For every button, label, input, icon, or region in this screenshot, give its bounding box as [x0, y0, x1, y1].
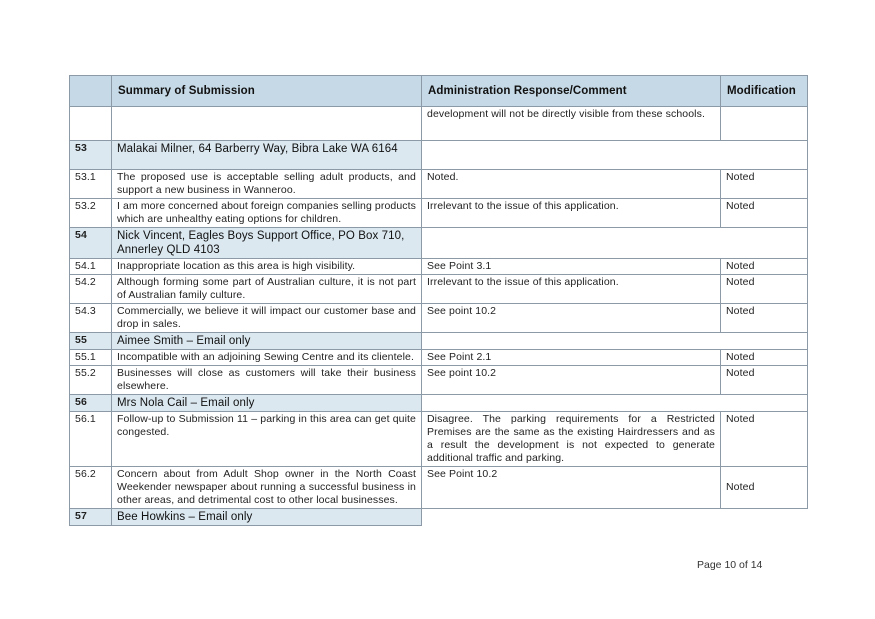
page-number: Page 10 of 14 — [697, 559, 763, 571]
item-id: 56.2 — [70, 467, 112, 509]
table-row — [70, 304, 808, 333]
section-name: Aimee Smith – Email only — [112, 333, 422, 350]
item-modification: Noted — [721, 412, 808, 467]
item-id: 55.1 — [70, 350, 112, 366]
item-modification: Noted — [721, 350, 808, 366]
section-number: 55 — [70, 333, 112, 350]
item-summary: I am more concerned about foreign companies selling products which are unhealthy eating options for children. — [112, 199, 422, 228]
item-id: 53.1 — [70, 170, 112, 199]
section-row — [70, 228, 808, 259]
table-row — [70, 199, 808, 228]
item-modification: Noted — [721, 259, 808, 275]
continuation-response: development will not be directly visible from these schools. — [422, 107, 721, 141]
item-summary: Although forming some part of Australian culture, it is not part of Australian family culture. — [112, 275, 422, 304]
item-response: Irrelevant to the issue of this application. — [422, 199, 721, 228]
item-modification: Noted — [721, 170, 808, 199]
table-row — [70, 366, 808, 395]
item-response: See Point 10.2 — [422, 467, 721, 509]
section-number: 57 — [70, 509, 112, 526]
item-modification: Noted — [721, 199, 808, 228]
table-header-row — [70, 76, 808, 107]
section-name: Nick Vincent, Eagles Boys Support Office, PO Box 710, Annerley QLD 4103 — [112, 228, 422, 259]
section-row — [70, 141, 808, 170]
section-name: Mrs Nola Cail – Email only — [112, 395, 422, 412]
section-number: 56 — [70, 395, 112, 412]
header-response: Administration Response/Comment — [422, 76, 721, 107]
item-modification: Noted — [721, 275, 808, 304]
header-summary: Summary of Submission — [112, 76, 422, 107]
item-summary: Inappropriate location as this area is high visibility. — [112, 259, 422, 275]
item-id: 53.2 — [70, 199, 112, 228]
item-modification: Noted — [721, 467, 808, 509]
item-summary: The proposed use is acceptable selling adult products, and support a new business in Wanneroo. — [112, 170, 422, 199]
table-row — [70, 467, 808, 509]
item-summary: Businesses will close as customers will take their business elsewhere. — [112, 366, 422, 395]
item-id: 54.3 — [70, 304, 112, 333]
item-response: See point 10.2 — [422, 304, 721, 333]
item-modification: Noted — [721, 304, 808, 333]
item-id: 54.2 — [70, 275, 112, 304]
item-response: See Point 2.1 — [422, 350, 721, 366]
item-response: Noted. — [422, 170, 721, 199]
continuation-row — [70, 107, 808, 141]
table-row — [70, 350, 808, 366]
table-row — [70, 275, 808, 304]
header-modification: Modification — [721, 76, 808, 107]
section-name: Bee Howkins – Email only — [112, 509, 422, 526]
item-id: 55.2 — [70, 366, 112, 395]
item-summary: Commercially, we believe it will impact our customer base and drop in sales. — [112, 304, 422, 333]
item-response: See Point 3.1 — [422, 259, 721, 275]
section-number: 54 — [70, 228, 112, 259]
section-name: Malakai Milner, 64 Barberry Way, Bibra Lake WA 6164 — [112, 141, 422, 170]
table-row — [70, 170, 808, 199]
item-summary: Concern about from Adult Shop owner in the North Coast Weekender newspaper about running a successful business in other areas, and detrimental cost to other local businesses. — [112, 467, 422, 509]
table-row — [70, 259, 808, 275]
table-row — [70, 412, 808, 467]
section-row — [70, 395, 808, 412]
item-response: Irrelevant to the issue of this application. — [422, 275, 721, 304]
item-summary: Follow-up to Submission 11 – parking in this area can get quite congested. — [112, 412, 422, 467]
section-row — [70, 509, 808, 526]
item-summary: Incompatible with an adjoining Sewing Centre and its clientele. — [112, 350, 422, 366]
section-row — [70, 333, 808, 350]
item-response: Disagree. The parking requirements for a Restricted Premises are the same as the existing Hairdressers and as a result the development is not expected to generate additional traffic and parking. — [422, 412, 721, 467]
item-id: 54.1 — [70, 259, 112, 275]
header-number — [70, 76, 112, 107]
item-modification: Noted — [721, 366, 808, 395]
item-id: 56.1 — [70, 412, 112, 467]
section-number: 53 — [70, 141, 112, 170]
submissions-table — [69, 75, 808, 526]
item-response: See point 10.2 — [422, 366, 721, 395]
